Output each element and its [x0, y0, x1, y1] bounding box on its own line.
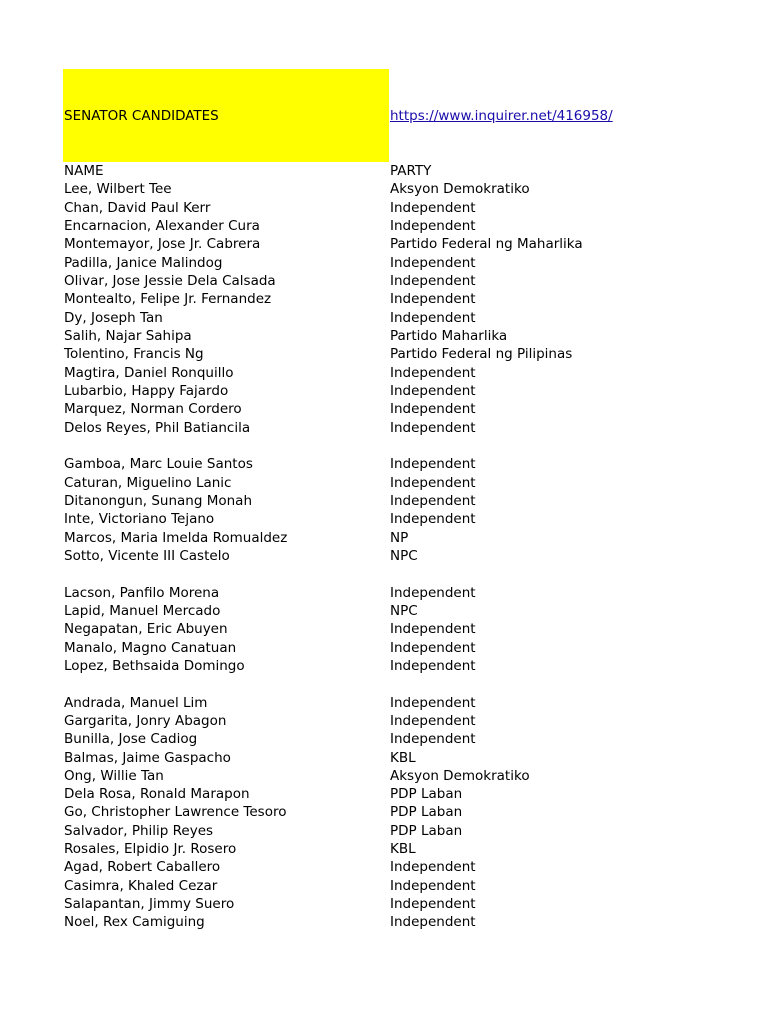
candidate-name: Dy, Joseph Tan [64, 309, 163, 326]
candidate-table [64, 162, 754, 932]
table-row [64, 529, 754, 547]
table-row [64, 492, 754, 510]
candidate-party: PDP Laban [390, 822, 463, 839]
candidate-party: Independent [390, 511, 476, 528]
candidate-name: Lapid, Manuel Mercado [64, 602, 221, 619]
candidate-party: Independent [390, 364, 476, 381]
table-row [64, 309, 754, 327]
candidate-party: Independent [390, 694, 476, 711]
table-row [64, 749, 754, 767]
candidate-name: Encarnacion, Alexander Cura [64, 217, 260, 234]
table-row [64, 180, 754, 198]
candidate-party: Independent [390, 309, 476, 326]
candidate-party: Independent [390, 456, 476, 473]
table-row [64, 474, 754, 492]
candidate-party: Independent [390, 731, 476, 748]
column-header-name: NAME [64, 163, 104, 179]
table-row [64, 767, 754, 785]
table-row [64, 400, 754, 418]
table-row [64, 639, 754, 657]
candidate-party: Independent [390, 657, 476, 674]
table-row [64, 785, 754, 803]
candidate-party: Independent [390, 419, 476, 436]
candidate-party: Independent [390, 584, 476, 601]
candidate-party: KBL [390, 749, 416, 766]
table-row [64, 510, 754, 528]
candidate-party: Partido Federal ng Maharlika [390, 236, 583, 253]
candidate-name: Padilla, Janice Malindog [64, 254, 223, 271]
table-row [64, 877, 754, 895]
table-row [64, 694, 754, 712]
candidate-name: Caturan, Miguelino Lanic [64, 474, 232, 491]
table-row [64, 657, 754, 675]
candidate-party: NPC [390, 547, 418, 564]
candidate-party: NPC [390, 602, 418, 619]
candidate-name: Balmas, Jaime Gaspacho [64, 749, 231, 766]
candidate-name: Ong, Willie Tan [64, 767, 164, 784]
candidate-name: Salih, Najar Sahipa [64, 327, 192, 344]
candidate-party: Independent [390, 401, 476, 418]
table-row [64, 217, 754, 235]
candidate-name: Bunilla, Jose Cadiog [64, 731, 198, 748]
candidate-party: Independent [390, 217, 476, 234]
table-row [64, 254, 754, 272]
table-row [64, 858, 754, 876]
candidate-party: NP [390, 529, 409, 546]
candidate-name: Marquez, Norman Cordero [64, 401, 242, 418]
table-row [64, 840, 754, 858]
candidate-name: Lee, Wilbert Tee [64, 181, 172, 198]
candidate-name: Delos Reyes, Phil Batiancila [64, 419, 251, 436]
candidate-party: Independent [390, 254, 476, 271]
column-header-party: PARTY [390, 163, 432, 179]
table-header-row [64, 162, 754, 180]
source-link[interactable]: https://www.inquirer.net/416958/ [390, 108, 613, 124]
table-row [64, 382, 754, 400]
table-row [64, 327, 754, 345]
candidate-party: Independent [390, 291, 476, 308]
candidate-name: Dela Rosa, Ronald Marapon [64, 786, 250, 803]
sheet-title: SENATOR CANDIDATES [64, 108, 219, 124]
table-row [64, 419, 754, 437]
candidate-name: Manalo, Magno Canatuan [64, 639, 237, 656]
candidate-party: Independent [390, 199, 476, 216]
candidate-name: Chan, David Paul Kerr [64, 199, 211, 216]
candidate-name: Negapatan, Eric Abuyen [64, 621, 228, 638]
table-row [64, 547, 754, 565]
candidate-name: Lacson, Panfilo Morena [64, 584, 220, 601]
candidate-name: Lopez, Bethsaida Domingo [64, 657, 245, 674]
table-row [64, 584, 754, 602]
table-row [64, 199, 754, 217]
candidate-party: Independent [390, 272, 476, 289]
candidate-name: Sotto, Vicente III Castelo [64, 547, 230, 564]
table-row [64, 913, 754, 931]
candidate-party: Aksyon Demokratiko [390, 181, 530, 198]
candidate-name: Rosales, Elpidio Jr. Rosero [64, 841, 237, 858]
candidate-party: Independent [390, 914, 476, 931]
candidate-name: Montealto, Felipe Jr. Fernandez [64, 291, 272, 308]
candidate-name: Casimra, Khaled Cezar [64, 877, 218, 894]
table-row [64, 712, 754, 730]
candidate-name: Gamboa, Marc Louie Santos [64, 456, 253, 473]
table-row [64, 455, 754, 473]
table-row [64, 235, 754, 253]
candidate-name: Marcos, Maria Imelda Romualdez [64, 529, 288, 546]
candidate-name: Go, Christopher Lawrence Tesoro [64, 804, 287, 821]
candidate-party: KBL [390, 841, 416, 858]
table-row [64, 822, 754, 840]
candidate-party: Aksyon Demokratiko [390, 767, 530, 784]
candidate-party: PDP Laban [390, 786, 463, 803]
table-row [64, 364, 754, 382]
candidate-name: Ditanongun, Sunang Monah [64, 492, 253, 509]
candidate-party: Independent [390, 382, 476, 399]
table-row [64, 290, 754, 308]
candidate-party: Independent [390, 859, 476, 876]
table-row [64, 602, 754, 620]
candidate-name: Andrada, Manuel Lim [64, 694, 208, 711]
table-row [64, 730, 754, 748]
candidate-name: Magtira, Daniel Ronquillo [64, 364, 234, 381]
blank-row [64, 565, 754, 583]
candidate-party: Independent [390, 639, 476, 656]
table-row [64, 803, 754, 821]
table-row [64, 620, 754, 638]
table-row [64, 272, 754, 290]
candidate-party: Independent [390, 896, 476, 913]
table-row [64, 345, 754, 363]
candidate-name: Gargarita, Jonry Abagon [64, 712, 227, 729]
candidate-name: Olivar, Jose Jessie Dela Calsada [64, 272, 276, 289]
candidate-name: Tolentino, Francis Ng [64, 346, 204, 363]
blank-row [64, 437, 754, 455]
candidate-party: Independent [390, 492, 476, 509]
candidate-party: PDP Laban [390, 804, 463, 821]
candidate-party: Partido Maharlika [390, 327, 508, 344]
candidate-name: Lubarbio, Happy Fajardo [64, 382, 229, 399]
blank-row [64, 675, 754, 693]
candidate-party: Independent [390, 474, 476, 491]
candidate-name: Montemayor, Jose Jr. Cabrera [64, 236, 261, 253]
candidate-name: Inte, Victoriano Tejano [64, 511, 215, 528]
table-row [64, 895, 754, 913]
candidate-party: Independent [390, 877, 476, 894]
candidate-party: Partido Federal ng Pilipinas [390, 346, 573, 363]
candidate-party: Independent [390, 712, 476, 729]
candidate-name: Agad, Robert Caballero [64, 859, 221, 876]
candidate-name: Salvador, Philip Reyes [64, 822, 214, 839]
candidate-name: Salapantan, Jimmy Suero [64, 896, 235, 913]
candidate-name: Noel, Rex Camiguing [64, 914, 205, 931]
candidate-party: Independent [390, 621, 476, 638]
